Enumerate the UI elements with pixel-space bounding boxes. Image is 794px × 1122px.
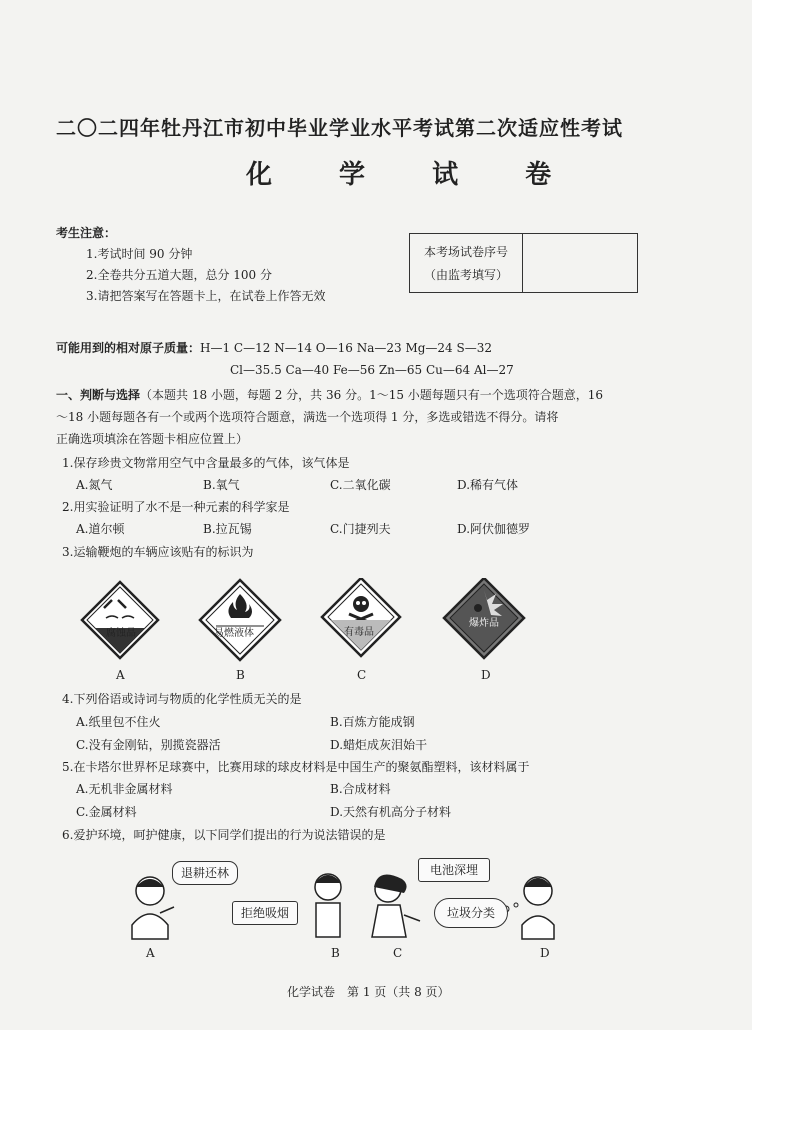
thought-bubble-d: 垃圾分类 — [434, 898, 508, 928]
q5-option-a: A.无机非金属材料 — [76, 782, 173, 796]
atomic-mass-label: 可能用到的相对原子质量： — [56, 341, 201, 355]
q3-option-d: D — [481, 668, 491, 682]
q2-option-c: C.门捷列夫 — [330, 522, 391, 536]
toxic-sign-icon — [322, 578, 400, 656]
q4-option-a: A.纸里包不住火 — [76, 715, 161, 729]
section1-line1 — [56, 386, 603, 403]
sign-label-b: 易燃液体 — [214, 628, 254, 639]
q1-option-b: B.氧气 — [203, 478, 240, 492]
question-5-stem: 5.在卡塔尔世界杯足球赛中，比赛用球的球皮材料是中国生产的聚氨酯塑料，该材料属于 — [62, 760, 530, 774]
question-3-stem: 3.运输鞭炮的车辆应该贴有的标识为 — [62, 545, 254, 559]
q6-option-a: A — [146, 946, 155, 960]
q1-option-a: A.氮气 — [76, 478, 113, 492]
q4-option-c: C.没有金刚钻，别揽瓷器活 — [76, 738, 221, 752]
flammable-sign-icon — [200, 580, 280, 660]
q3-option-b: B — [236, 668, 245, 682]
atomic-mass-row2: Cl—35.5 Ca—40 Fe—56 Zn—65 Cu—64 Al—27 — [230, 363, 514, 377]
speech-bubble-b: 拒绝吸烟 — [232, 901, 298, 925]
section1-heading: 一、判断与选择 — [56, 388, 141, 402]
student-d-icon — [522, 877, 554, 939]
speech-bubble-a: 退耕还林 — [172, 861, 238, 885]
notice-item: 1.考试时间 90 分钟 — [86, 247, 193, 261]
q6-option-d: D — [540, 946, 550, 960]
notice-item: 2.全卷共分五道大题，总分 100 分 — [86, 268, 272, 282]
section1-line3: 正确选项填涂在答题卡相应位置上） — [56, 432, 249, 446]
question-2-stem: 2.用实验证明了水不是一种元素的科学家是 — [62, 500, 290, 514]
student-a-icon — [132, 877, 174, 939]
sign-label-c: 有毒品 — [344, 627, 374, 638]
q2-option-d: D.阿伏伽德罗 — [457, 522, 531, 536]
q5-option-d: D.天然有机高分子材料 — [330, 805, 452, 819]
q5-option-b: B.合成材料 — [330, 782, 391, 796]
student-c-icon — [372, 875, 420, 938]
q6-option-c: C — [393, 946, 403, 960]
sign-label-a: 腐蚀品 — [106, 628, 136, 639]
question-6-stem: 6.爱护环境，呵护健康，以下同学们提出的行为说法错误的是 — [62, 828, 386, 842]
q6-option-b: B — [331, 946, 340, 960]
q2-option-b: B.拉瓦锡 — [203, 522, 252, 536]
q1-option-d: D.稀有气体 — [457, 478, 519, 492]
corrosive-sign-icon — [82, 582, 158, 658]
notice-heading: 考生注意： — [56, 226, 117, 240]
seat-number-label — [410, 234, 523, 292]
student-b-icon — [315, 874, 341, 937]
notice-item: 3.请把答案写在答题卡上，在试卷上作答无效 — [86, 289, 326, 303]
atomic-mass-row1 — [56, 339, 492, 356]
atomic-mass-values1: H—1 C—12 N—14 O—16 Na—23 Mg—24 S—32 — [200, 341, 492, 355]
q1-option-c: C.二氧化碳 — [330, 478, 391, 492]
hazard-signs — [78, 578, 578, 668]
seat-label-line1: 本考场试卷序号 — [423, 245, 508, 259]
seat-label-line2: （由监考填写） — [423, 268, 508, 282]
sign-label-d: 爆炸品 — [469, 618, 499, 629]
question-4-stem: 4.下列俗语或诗词与物质的化学性质无关的是 — [62, 692, 302, 706]
speech-bubble-c: 电池深埋 — [418, 858, 490, 882]
section1-instructions: （本题共 18 小题，每题 2 分，共 36 分。1～15 小题每题只有一个选项符合题意，16 — [140, 388, 604, 402]
exam-title: 二〇二四年牡丹江市初中毕业学业水平考试第二次适应性考试 — [56, 116, 623, 140]
seat-number-box — [409, 233, 638, 293]
q4-option-d: D.蜡炬成灰泪始干 — [330, 738, 428, 752]
question-1-stem: 1.保存珍贵文物常用空气中含量最多的气体，该气体是 — [62, 456, 350, 470]
q4-option-b: B.百炼方能成钢 — [330, 715, 415, 729]
q2-option-a: A.道尔顿 — [76, 522, 125, 536]
exam-subtitle: 化 学 试 卷 — [246, 160, 570, 190]
q5-option-c: C.金属材料 — [76, 805, 137, 819]
page-footer: 化学试卷 第 1 页（共 8 页） — [287, 985, 450, 999]
q3-option-c: C — [357, 668, 367, 682]
q3-option-a: A — [116, 668, 125, 682]
section1-line2: ～18 小题每题各有一个或两个选项符合题意，满选一个选项得 1 分，多选或错选不得分。请将 — [56, 410, 559, 424]
